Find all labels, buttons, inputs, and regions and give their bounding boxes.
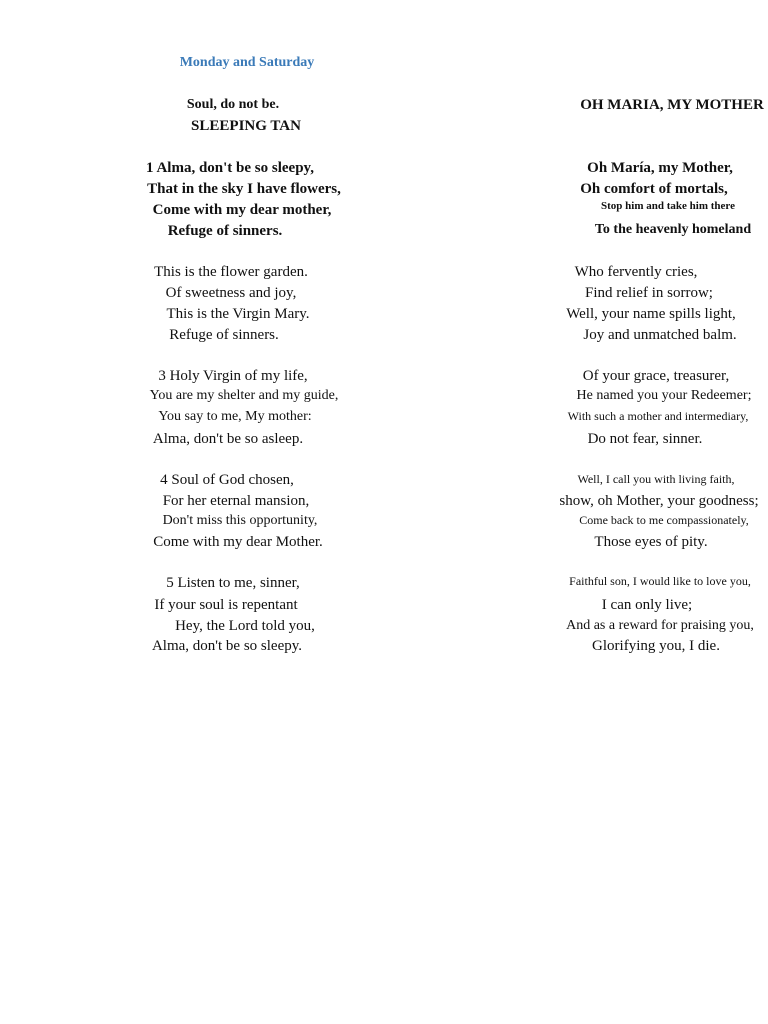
verse-line: Of your grace, treasurer,: [582, 368, 730, 384]
verse-line: 3 Holy Virgin of my life,: [158, 368, 308, 384]
verse-line: Alma, don't be so sleepy.: [151, 638, 303, 654]
verse-line: Come back to me compassionately,: [579, 513, 749, 527]
verse-line: Faithful son, I would like to love you,: [569, 574, 751, 588]
left-title-line-2: SLEEPING TAN: [191, 118, 301, 134]
verse-line: And as a reward for praising you,: [566, 618, 754, 633]
verse-line: Who fervently cries,: [574, 264, 698, 280]
verse-line: Find relief in sorrow;: [585, 285, 713, 301]
verse-line: 4 Soul of God chosen,: [160, 472, 294, 488]
verse-line: You are my shelter and my guide,: [149, 388, 339, 403]
verse-line: That in the sky I have flowers,: [147, 181, 341, 197]
right-title: OH MARIA, MY MOTHER: [580, 97, 764, 113]
verse-line: This is the Virgin Mary.: [166, 306, 310, 322]
verse-line: This is the flower garden.: [154, 264, 308, 280]
verse-line: Glorifying you, I die.: [592, 638, 720, 654]
verse-line: Refuge of sinners.: [169, 327, 279, 343]
verse-line: Joy and unmatched balm.: [583, 327, 737, 343]
verse-line: show, oh Mother, your goodness;: [559, 493, 759, 509]
verse-line: To the heavenly homeland: [594, 222, 752, 237]
verse-line: 5 Listen to me, sinner,: [166, 575, 300, 591]
verse-line: Come with my dear mother,: [152, 202, 332, 218]
left-title-line-1: Soul, do not be.: [186, 97, 280, 112]
verse-line: Refuge of sinners.: [167, 223, 283, 239]
verse-line: Of sweetness and joy,: [165, 285, 297, 301]
verse-line: You say to me, My mother:: [158, 409, 312, 424]
verse-line: Oh comfort of mortals,: [580, 181, 728, 197]
verse-line: Well, I call you with living faith,: [577, 472, 735, 486]
verse-line: He named you your Redeemer;: [576, 388, 752, 403]
verse-line: Don't miss this opportunity,: [162, 513, 318, 528]
verse-line: If your soul is repentant: [154, 597, 298, 613]
verse-line: Come with my dear Mother.: [153, 534, 323, 550]
verse-line: Well, your name spills light,: [566, 306, 736, 322]
verse-line: Those eyes of pity.: [594, 534, 708, 550]
verse-line: With such a mother and intermediary,: [567, 409, 749, 423]
verse-line: 1 Alma, don't be so sleepy,: [146, 160, 314, 176]
verse-line: Hey, the Lord told you,: [175, 618, 315, 634]
verse-line: I can only live;: [601, 597, 693, 613]
verse-line: Do not fear, sinner.: [587, 431, 703, 447]
page-heading: Monday and Saturday: [179, 55, 315, 70]
verse-line: Oh María, my Mother,: [587, 160, 733, 176]
verse-line: For her eternal mansion,: [162, 493, 310, 509]
verse-line: Alma, don't be so asleep.: [152, 431, 304, 447]
verse-line: Stop him and take him there: [601, 200, 735, 212]
